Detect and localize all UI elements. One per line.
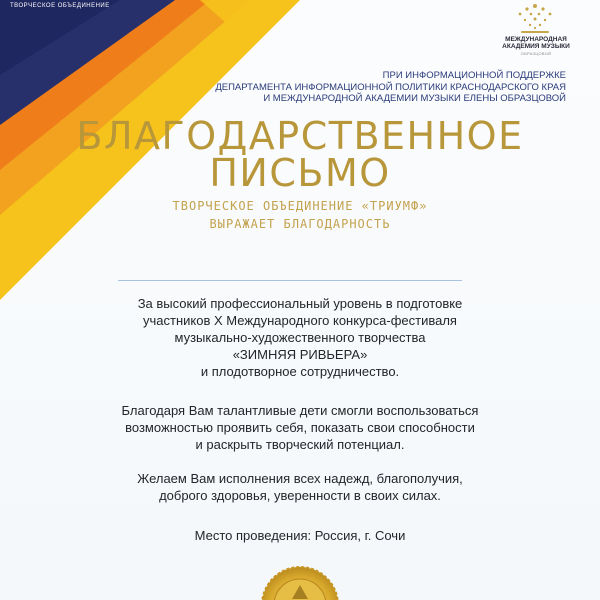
- document-title-line2: ПИСЬМО: [209, 151, 391, 195]
- academy-subtitle: ОБРАЗЦОВОЙ: [520, 51, 552, 56]
- support-statement: ПРИ ИНФОРМАЦИОННОЙ ПОДДЕРЖКЕ ДЕПАРТАМЕНТА ИНФОРМАЦИОННОЙ ПОЛИТИКИ КРАСНОДАРСКОГО КРАЯ И МЕЖДУНАРОДНОЙ АКАДЕМИИ МУЗЫКИ ЕЛЕНЫ ОБРАЗЦОВОЙ: [215, 70, 566, 104]
- issuer-line: ТВОРЧЕСКОЕ ОБЪЕДИНЕНИЕ «ТРИУМФ»: [172, 199, 428, 213]
- paragraph-achievement: За высокий профессиональный уровень в подготовке участников X Международного конкурса-фестиваля музыкально-художественного творчества «ЗИМНЯЯ РИВЬЕРА» и плодотворное сотрудничество.: [137, 296, 463, 379]
- divider-line: [118, 280, 462, 281]
- paragraph-wishes: Желаем Вам исполнения всех надежд, благополучия, доброго здоровья, уверенности в своих силах.: [137, 471, 463, 503]
- paragraph-thanks: Благодаря Вам талантливые дети смогли воспользоваться возможностью проявить себя, показать свои способности и раскрыть творческий потенциал.: [121, 403, 479, 452]
- academy-name: МЕЖДУНАРОДНАЯ АКАДЕМИЯ МУЗЫКИ: [502, 36, 570, 50]
- academy-crown-logo: [505, 0, 565, 36]
- gratitude-line: ВЫРАЖАЕТ БЛАГОДАРНОСТЬ: [209, 217, 391, 231]
- org-caption: ТВОРЧЕСКОЕ ОБЪЕДИНЕНИЕ: [10, 3, 110, 9]
- document-title-line1: БЛАГОДАРСТВЕННОЕ: [76, 114, 524, 158]
- gold-seal-icon: [240, 555, 360, 600]
- venue-text: Место проведения: Россия, г. Сочи: [194, 528, 406, 543]
